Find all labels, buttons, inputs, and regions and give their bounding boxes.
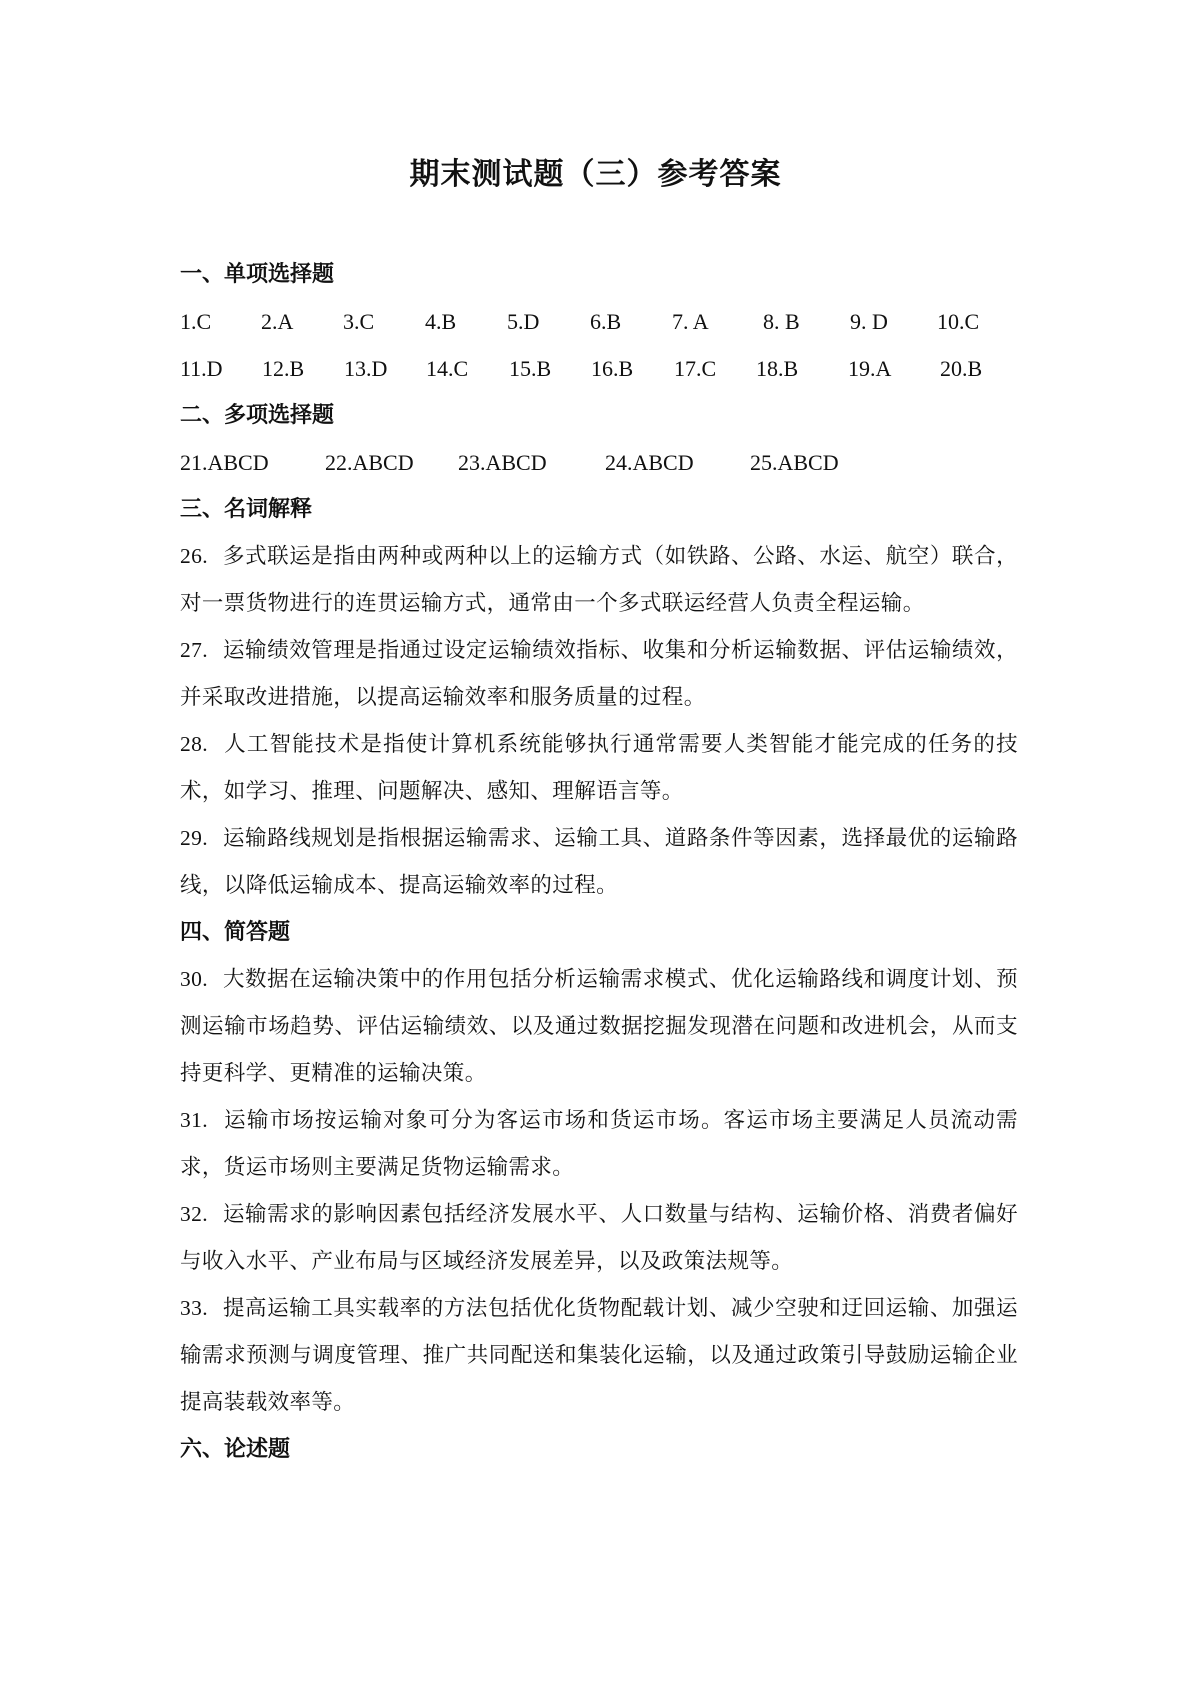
question-number: 32.: [180, 1202, 209, 1226]
answer-row-1: [180, 307, 1018, 354]
answer-item: 23.ABCD: [458, 450, 547, 475]
answer-item: 18.B: [756, 356, 799, 381]
answer-row-2: [180, 354, 1018, 401]
document-body: [180, 260, 1018, 1482]
section-heading-single-choice: 一、单项选择题: [180, 262, 335, 287]
answer-paragraph-32: [180, 1191, 1018, 1285]
answer-item: 12.B: [262, 356, 305, 381]
answer-text: 运输市场按运输对象可分为客运市场和货运市场。客运市场主要满足人员流动需求，货运市场则主要满足货物运输需求。: [180, 1108, 1018, 1180]
answer-item: 7. A: [672, 309, 709, 334]
answer-text: 运输路线规划是指根据运输需求、运输工具、道路条件等因素，选择最优的运输路线，以降低运输成本、提高运输效率的过程。: [180, 826, 1019, 898]
section-heading-term-definitions: 三、名词解释: [180, 497, 313, 522]
answer-paragraph-30: [180, 956, 1018, 1097]
section-heading-multi-choice: 二、多项选择题: [180, 403, 335, 428]
answer-item: 22.ABCD: [325, 450, 414, 475]
question-number: 28.: [180, 732, 209, 756]
answer-item: 5.D: [507, 309, 540, 334]
answer-item: 13.D: [344, 356, 388, 381]
answer-item: 11.D: [180, 356, 223, 381]
section-heading-short-answer: 四、简答题: [180, 920, 291, 945]
answer-item: 15.B: [509, 356, 552, 381]
answer-text: 运输需求的影响因素包括经济发展水平、人口数量与结构、运输价格、消费者偏好与收入水平、产业布局与区域经济发展差异，以及政策法规等。: [180, 1202, 1019, 1274]
answer-row-3: [180, 448, 1018, 495]
answer-item: 6.B: [590, 309, 622, 334]
answer-item: 4.B: [425, 309, 457, 334]
answer-text: 提高运输工具实载率的方法包括优化货物配载计划、减少空驶和迂回运输、加强运输需求预测与调度管理、推广共同配送和集装化运输，以及通过政策引导鼓励运输企业提高装载效率等。: [180, 1296, 1019, 1415]
question-number: 27.: [180, 638, 209, 662]
question-number: 29.: [180, 826, 209, 850]
answer-paragraph-33: [180, 1285, 1018, 1426]
answer-item: 10.C: [937, 309, 980, 334]
answer-item: 3.C: [343, 309, 375, 334]
answer-item: 1.C: [180, 309, 212, 334]
answer-item: 2.A: [261, 309, 294, 334]
answer-item: 14.C: [426, 356, 469, 381]
answer-item: 17.C: [674, 356, 717, 381]
answer-item: 16.B: [591, 356, 634, 381]
answer-item: 24.ABCD: [605, 450, 694, 475]
answer-item: 9. D: [850, 309, 888, 334]
answer-paragraph-31: [180, 1097, 1018, 1191]
answer-item: 8. B: [763, 309, 800, 334]
answer-text: 运输绩效管理是指通过设定运输绩效指标、收集和分析运输数据、评估运输绩效，并采取改进措施，以提高运输效率和服务质量的过程。: [180, 638, 1019, 710]
answer-text: 大数据在运输决策中的作用包括分析运输需求模式、优化运输路线和调度计划、预测运输市场趋势、评估运输绩效、以及通过数据挖掘发现潜在问题和改进机会，从而支持更科学、更精准的运输决策。: [180, 967, 1019, 1086]
answer-item: 21.ABCD: [180, 450, 269, 475]
question-number: 26.: [180, 544, 209, 568]
question-number: 31.: [180, 1108, 209, 1132]
answer-paragraph-29: [180, 815, 1018, 909]
answer-item: 25.ABCD: [750, 450, 839, 475]
section-heading-essay: 六、论述题: [180, 1437, 291, 1462]
answer-paragraph-26: [180, 533, 1018, 627]
answer-text: 多式联运是指由两种或两种以上的运输方式（如铁路、公路、水运、航空）联合，对一票货物进行的连贯运输方式，通常由一个多式联运经营人负责全程运输。: [180, 544, 1019, 616]
answer-item: 20.B: [940, 356, 983, 381]
question-number: 30.: [180, 967, 209, 991]
answer-paragraph-27: [180, 627, 1018, 721]
answer-text: 人工智能技术是指使计算机系统能够执行通常需要人类智能才能完成的任务的技术，如学习、推理、问题解决、感知、理解语言等。: [180, 732, 1018, 804]
answer-paragraph-28: [180, 721, 1018, 815]
question-number: 33.: [180, 1296, 209, 1320]
page-title: 期末测试题（三）参考答案: [409, 157, 782, 192]
answer-item: 19.A: [848, 356, 892, 381]
